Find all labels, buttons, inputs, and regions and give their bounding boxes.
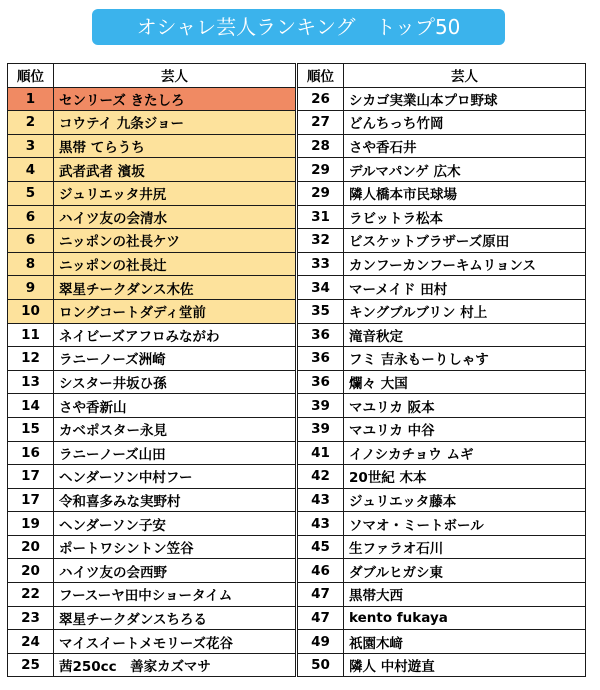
comedian-name-cell: 生ファラオ石川 <box>344 535 586 559</box>
comedian-name-cell: ダブルヒガシ東 <box>344 559 586 583</box>
comedian-name-cell: ネイビーズアフロみながわ <box>54 323 296 347</box>
table-row <box>298 653 586 677</box>
rank-cell: 35 <box>298 299 344 323</box>
rank-cell: 2 <box>8 111 54 135</box>
rank-cell: 16 <box>8 441 54 465</box>
rank-cell: 47 <box>298 606 344 630</box>
rank-cell: 43 <box>298 488 344 512</box>
table-row <box>8 134 296 158</box>
table-row <box>8 181 296 205</box>
rank-cell: 23 <box>8 606 54 630</box>
comedian-name-cell: 祇園木﨑 <box>344 630 586 654</box>
rank-cell: 31 <box>298 205 344 229</box>
table-row <box>298 299 586 323</box>
comedian-name-cell: ニッポンの社長辻 <box>54 252 296 276</box>
comedian-name-cell: マユリカ 阪本 <box>344 394 586 418</box>
rank-cell: 36 <box>298 323 344 347</box>
rank-cell: 45 <box>298 535 344 559</box>
comedian-name-cell: さや香新山 <box>54 394 296 418</box>
comedian-name-cell: ロングコートダディ堂前 <box>54 299 296 323</box>
comedian-name-cell: ソマオ・ミートボール <box>344 512 586 536</box>
comedian-name-cell: ポートワシントン笠谷 <box>54 535 296 559</box>
rank-cell: 46 <box>298 559 344 583</box>
table-row <box>298 370 586 394</box>
comedian-name-cell: ヘンダーソン子安 <box>54 512 296 536</box>
rank-cell: 8 <box>8 252 54 276</box>
rank-cell: 10 <box>8 299 54 323</box>
ranking-title-banner: オシャレ芸人ランキング トップ50 <box>92 9 505 45</box>
table-row <box>298 347 586 371</box>
comedian-name-cell: カンフーカンフーキムリョンス <box>344 252 586 276</box>
table-row <box>298 158 586 182</box>
rank-cell: 34 <box>298 276 344 300</box>
comedian-name-cell: ニッポンの社長ケツ <box>54 229 296 253</box>
comedian-name-cell: カベポスター永見 <box>54 417 296 441</box>
table-row <box>8 583 296 607</box>
comedian-name-cell: 滝音秋定 <box>344 323 586 347</box>
table-row <box>8 512 296 536</box>
name-column-header: 芸人 <box>344 64 586 88</box>
rank-cell: 20 <box>8 559 54 583</box>
rank-column-header: 順位 <box>298 64 344 88</box>
comedian-name-cell: さや香石井 <box>344 134 586 158</box>
comedian-name-cell: 黒帯大西 <box>344 583 586 607</box>
rank-cell: 22 <box>8 583 54 607</box>
rank-cell: 3 <box>8 134 54 158</box>
comedian-name-cell: ラビットラ松本 <box>344 205 586 229</box>
rank-cell: 1 <box>8 87 54 111</box>
rank-cell: 29 <box>298 158 344 182</box>
rank-cell: 25 <box>8 653 54 677</box>
rank-cell: 24 <box>8 630 54 654</box>
comedian-name-cell: 隣人 中村遊直 <box>344 653 586 677</box>
comedian-name-cell: デルマパンゲ 広木 <box>344 158 586 182</box>
comedian-name-cell: フースーヤ田中ショータイム <box>54 583 296 607</box>
rank-cell: 41 <box>298 441 344 465</box>
comedian-name-cell: ジュリエッタ井尻 <box>54 181 296 205</box>
rank-cell: 50 <box>298 653 344 677</box>
rank-cell: 28 <box>298 134 344 158</box>
comedian-name-cell: 令和喜多みな実野村 <box>54 488 296 512</box>
table-row <box>298 252 586 276</box>
rank-cell: 26 <box>298 87 344 111</box>
table-row <box>8 87 296 111</box>
rank-cell: 4 <box>8 158 54 182</box>
table-row <box>8 299 296 323</box>
comedian-name-cell: コウテイ 九条ジョー <box>54 111 296 135</box>
comedian-name-cell: 茜250cc 善家カズマサ <box>54 653 296 677</box>
table-row <box>298 512 586 536</box>
rank-cell: 17 <box>8 465 54 489</box>
table-row <box>8 394 296 418</box>
comedian-name-cell: ハイツ友の会清水 <box>54 205 296 229</box>
rank-cell: 39 <box>298 417 344 441</box>
rank-cell: 49 <box>298 630 344 654</box>
rank-cell: 11 <box>8 323 54 347</box>
comedian-name-cell: 爛々 大国 <box>344 370 586 394</box>
table-row <box>298 87 586 111</box>
table-row <box>298 606 586 630</box>
table-row <box>298 394 586 418</box>
table-row <box>298 417 586 441</box>
ranking-rows-1-25 <box>8 87 296 677</box>
comedian-name-cell: ラニーノーズ山田 <box>54 441 296 465</box>
rank-cell: 14 <box>8 394 54 418</box>
table-row <box>298 323 586 347</box>
table-row <box>8 653 296 677</box>
table-row <box>298 488 586 512</box>
table-row <box>298 535 586 559</box>
table-row <box>8 559 296 583</box>
rank-cell: 43 <box>298 512 344 536</box>
table-header-row <box>8 64 296 88</box>
comedian-name-cell: 翠星チークダンスちろる <box>54 606 296 630</box>
table-row <box>8 441 296 465</box>
table-row <box>298 583 586 607</box>
comedian-name-cell: どんちっち竹岡 <box>344 111 586 135</box>
comedian-name-cell: 翠星チークダンス木佐 <box>54 276 296 300</box>
table-row <box>8 465 296 489</box>
comedian-name-cell: ジュリエッタ藤本 <box>344 488 586 512</box>
rank-cell: 6 <box>8 229 54 253</box>
table-row <box>298 134 586 158</box>
table-row <box>8 111 296 135</box>
comedian-name-cell: ビスケットブラザーズ原田 <box>344 229 586 253</box>
rank-cell: 36 <box>298 347 344 371</box>
rank-cell: 42 <box>298 465 344 489</box>
comedian-name-cell: ハイツ友の会西野 <box>54 559 296 583</box>
table-row <box>8 252 296 276</box>
comedian-name-cell: マイスイートメモリーズ花谷 <box>54 630 296 654</box>
rank-cell: 12 <box>8 347 54 371</box>
rank-cell: 27 <box>298 111 344 135</box>
rank-cell: 5 <box>8 181 54 205</box>
name-column-header: 芸人 <box>54 64 296 88</box>
rank-cell: 19 <box>8 512 54 536</box>
table-row <box>8 630 296 654</box>
rank-cell: 29 <box>298 181 344 205</box>
comedian-name-cell: 黒帯 てらうち <box>54 134 296 158</box>
comedian-name-cell: ヘンダーソン中村フー <box>54 465 296 489</box>
ranking-table-right <box>297 63 586 677</box>
table-row <box>8 205 296 229</box>
table-row <box>8 229 296 253</box>
comedian-name-cell: ラニーノーズ洲崎 <box>54 347 296 371</box>
table-row <box>8 276 296 300</box>
rank-cell: 33 <box>298 252 344 276</box>
table-row <box>298 205 586 229</box>
rank-cell: 36 <box>298 370 344 394</box>
comedian-name-cell: フミ 吉永もーりしゃす <box>344 347 586 371</box>
rank-cell: 32 <box>298 229 344 253</box>
comedian-name-cell: 隣人橋本市民球場 <box>344 181 586 205</box>
comedian-name-cell: マユリカ 中谷 <box>344 417 586 441</box>
table-row <box>8 488 296 512</box>
table-row <box>298 441 586 465</box>
comedian-name-cell: kento fukaya <box>344 606 586 630</box>
ranking-table-left <box>7 63 296 677</box>
rank-column-header: 順位 <box>8 64 54 88</box>
comedian-name-cell: シカゴ実業山本プロ野球 <box>344 87 586 111</box>
rank-cell: 47 <box>298 583 344 607</box>
table-row <box>8 347 296 371</box>
comedian-name-cell: 武者武者 濱坂 <box>54 158 296 182</box>
table-row <box>298 111 586 135</box>
table-header-row <box>298 64 586 88</box>
comedian-name-cell: マーメイド 田村 <box>344 276 586 300</box>
table-row <box>298 630 586 654</box>
rank-cell: 6 <box>8 205 54 229</box>
table-row <box>298 276 586 300</box>
comedian-name-cell: キングブルブリン 村上 <box>344 299 586 323</box>
table-row <box>298 181 586 205</box>
table-row <box>298 229 586 253</box>
ranking-rows-26-50 <box>298 87 586 677</box>
rank-cell: 17 <box>8 488 54 512</box>
table-row <box>8 323 296 347</box>
table-row <box>8 158 296 182</box>
table-row <box>8 606 296 630</box>
rank-cell: 9 <box>8 276 54 300</box>
table-row <box>298 559 586 583</box>
table-row <box>8 535 296 559</box>
comedian-name-cell: センリーズ きたしろ <box>54 87 296 111</box>
comedian-name-cell: イノシカチョウ ムギ <box>344 441 586 465</box>
rank-cell: 13 <box>8 370 54 394</box>
table-row <box>8 417 296 441</box>
rank-cell: 20 <box>8 535 54 559</box>
table-row <box>298 465 586 489</box>
rank-cell: 15 <box>8 417 54 441</box>
rank-cell: 39 <box>298 394 344 418</box>
table-row <box>8 370 296 394</box>
comedian-name-cell: 20世紀 木本 <box>344 465 586 489</box>
comedian-name-cell: シスター井坂ひ孫 <box>54 370 296 394</box>
